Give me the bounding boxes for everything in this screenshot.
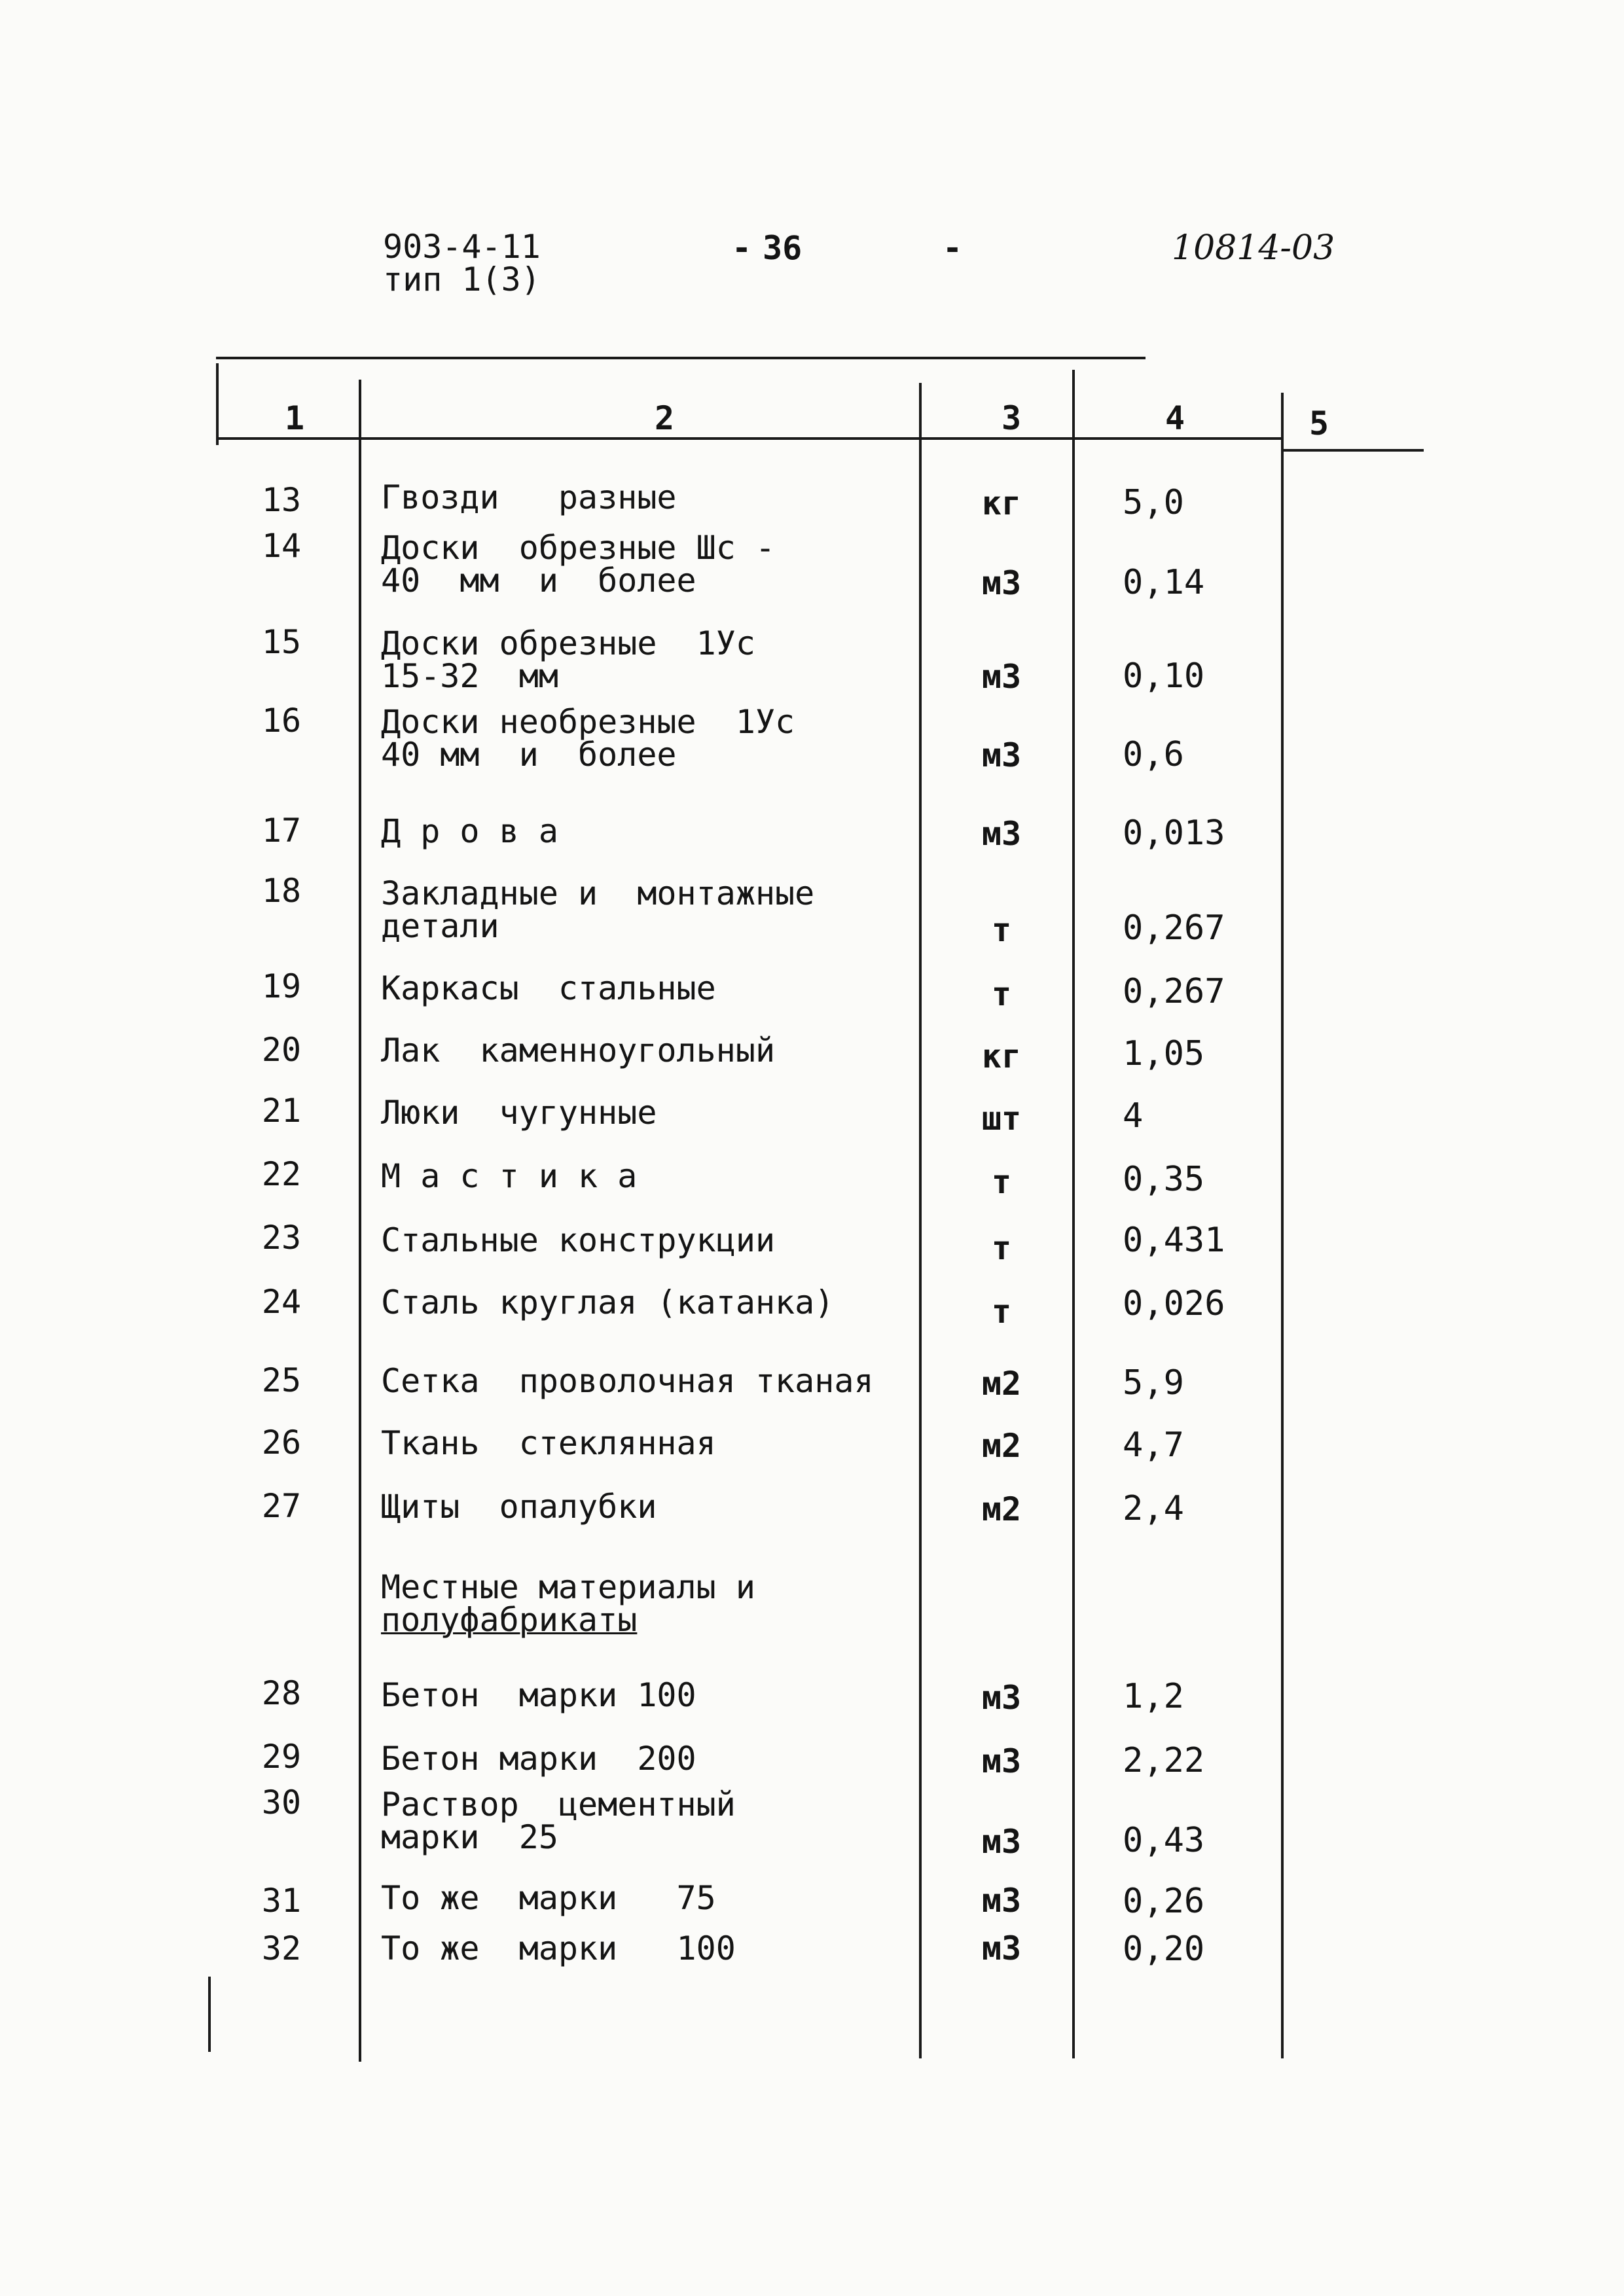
quantity: 0,013 xyxy=(1123,814,1225,853)
unit: м3 xyxy=(981,658,1022,696)
row-number: 17 xyxy=(261,812,302,850)
quantity: 0,431 xyxy=(1123,1221,1225,1260)
quantity: 0,026 xyxy=(1123,1284,1225,1323)
quantity: 1,2 xyxy=(1123,1677,1184,1716)
material-name: Сетка проволочная тканая xyxy=(381,1362,874,1400)
quantity: 0,14 xyxy=(1123,563,1205,602)
material-name: Люки чугунные xyxy=(381,1094,657,1132)
quantity: 4 xyxy=(1123,1096,1144,1136)
quantity: 5,0 xyxy=(1123,483,1184,522)
quantity: 1,05 xyxy=(1123,1034,1205,1073)
material-name: Лак каменноугольный xyxy=(381,1031,776,1069)
material-name: То же марки 100 xyxy=(381,1929,736,1967)
row-number: 28 xyxy=(261,1674,302,1712)
quantity: 0,35 xyxy=(1123,1160,1205,1199)
quantity: 2,22 xyxy=(1123,1741,1205,1780)
col-border-left-top xyxy=(216,363,219,445)
section-heading-line1: Местные материалы и xyxy=(381,1568,755,1606)
material-name: Закладные и монтажные детали xyxy=(381,874,815,945)
row-number: 19 xyxy=(261,967,302,1005)
col-border-3 xyxy=(1072,370,1075,2058)
section-heading-line2: полуфабрикаты xyxy=(381,1601,638,1639)
material-name: Бетон марки 100 xyxy=(381,1676,696,1714)
quantity: 5,9 xyxy=(1123,1363,1184,1403)
table-top-border xyxy=(216,357,1146,359)
page-number-dash-left: - xyxy=(732,229,752,267)
material-name: Д р о в а xyxy=(381,812,558,850)
column-header-4: 4 xyxy=(1164,399,1185,437)
column-header-5: 5 xyxy=(1308,404,1329,442)
material-name: То же марки 75 xyxy=(381,1879,716,1917)
material-name: Сталь круглая (катанка) xyxy=(381,1283,835,1321)
row-number: 25 xyxy=(261,1361,302,1399)
material-name: Щиты опалубки xyxy=(381,1488,657,1526)
row-number: 13 xyxy=(261,481,302,519)
quantity: 0,10 xyxy=(1123,656,1205,696)
col-border-left-bottom xyxy=(208,1977,211,2052)
quantity: 0,20 xyxy=(1123,1929,1205,1969)
material-name: Раствор цементный марки 25 xyxy=(381,1785,736,1856)
unit: т xyxy=(991,911,1012,949)
section-heading xyxy=(381,1568,755,1639)
unit: м3 xyxy=(981,815,1022,853)
table-header-divider-right xyxy=(1283,449,1424,452)
column-header-3: 3 xyxy=(1001,399,1022,437)
row-number: 32 xyxy=(261,1929,302,1967)
row-number: 14 xyxy=(261,527,302,565)
row-number: 31 xyxy=(261,1882,302,1920)
quantity: 0,26 xyxy=(1123,1882,1205,1921)
quantity: 0,6 xyxy=(1123,735,1184,774)
column-header-2: 2 xyxy=(654,399,675,437)
inventory-number: 10814-03 xyxy=(1172,228,1335,268)
row-number: 27 xyxy=(261,1487,302,1525)
col-border-4 xyxy=(1281,393,1284,2058)
row-number: 15 xyxy=(261,623,302,661)
unit: м3 xyxy=(981,1742,1022,1780)
material-name: Доски обрезные Шс - 40 мм и более xyxy=(381,529,776,600)
unit: т xyxy=(991,1163,1012,1201)
unit: т xyxy=(991,1293,1012,1331)
unit: м2 xyxy=(981,1365,1022,1403)
material-name: Бетон марки 200 xyxy=(381,1740,696,1778)
unit: т xyxy=(991,1229,1012,1267)
material-name: Ткань стеклянная xyxy=(381,1424,716,1462)
unit: м3 xyxy=(981,1882,1022,1920)
unit: т xyxy=(991,975,1012,1013)
row-number: 30 xyxy=(261,1784,302,1821)
material-name: Каркасы стальные xyxy=(381,969,716,1007)
material-name: Доски необрезные 1Ус 40 мм и более xyxy=(381,703,795,774)
row-number: 29 xyxy=(261,1738,302,1776)
material-name: М а с т и к а xyxy=(381,1157,638,1195)
column-header-1: 1 xyxy=(284,399,305,437)
unit: кг xyxy=(981,1037,1022,1075)
page-number: 36 xyxy=(763,229,803,267)
document-code: 903-4-11 xyxy=(383,228,541,266)
unit: м3 xyxy=(981,1929,1022,1967)
unit: кг xyxy=(981,484,1022,522)
unit: м2 xyxy=(981,1427,1022,1465)
unit: м2 xyxy=(981,1490,1022,1528)
unit: м3 xyxy=(981,564,1022,602)
material-name: Стальные конструкции xyxy=(381,1221,776,1259)
quantity: 2,4 xyxy=(1123,1489,1184,1528)
unit: м3 xyxy=(981,1679,1022,1717)
row-number: 26 xyxy=(261,1424,302,1462)
quantity: 4,7 xyxy=(1123,1426,1184,1465)
col-border-2 xyxy=(919,383,922,2058)
row-number: 21 xyxy=(261,1092,302,1130)
page-number-dash-right: - xyxy=(943,229,963,267)
quantity: 0,267 xyxy=(1123,972,1225,1011)
row-number: 22 xyxy=(261,1155,302,1193)
row-number: 20 xyxy=(261,1031,302,1069)
row-number: 23 xyxy=(261,1219,302,1257)
col-border-1 xyxy=(359,380,361,2062)
document-type: тип 1(3) xyxy=(383,260,541,298)
row-number: 16 xyxy=(261,702,302,740)
quantity: 0,43 xyxy=(1123,1821,1205,1860)
material-name: Гвозди разные xyxy=(381,478,677,516)
row-number: 24 xyxy=(261,1283,302,1321)
table-header-divider-left xyxy=(216,437,1283,440)
quantity: 0,267 xyxy=(1123,908,1225,948)
row-number: 18 xyxy=(261,872,302,910)
unit: м3 xyxy=(981,1823,1022,1861)
material-name: Доски обрезные 1Ус 15-32 мм xyxy=(381,624,755,695)
unit: м3 xyxy=(981,736,1022,774)
unit: шт xyxy=(981,1100,1022,1138)
